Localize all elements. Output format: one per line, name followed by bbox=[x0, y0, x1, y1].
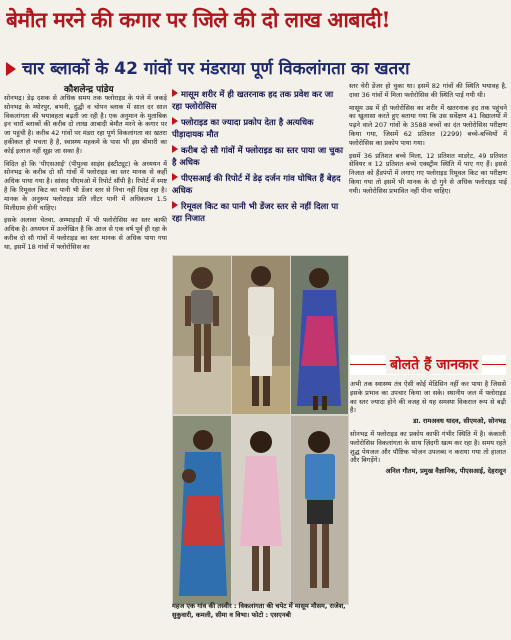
quote-author: अनिल गौतम, प्रमुख वैज्ञानिक, पीएसआई, देहरादून bbox=[385, 467, 506, 476]
left-column bbox=[4, 94, 167, 637]
bullet-icon bbox=[172, 173, 178, 181]
left-para-2: विदित हो कि 'पीएसआई' (पीपुल्स साइंस इंस्टीट्यूट) के अध्ययन में सोनभद्र के करीब दो सौ गांवों में फ्लोराइड का स्तर मानक से कहीं अधिक पाया गया है। सांसद पीएमओ में रिपोर्ट सौंपी है। रिपोर्ट में स्पष्ट है कि रिमूवल किट का पानी भी डेंजर स्तर से निचा नहीं दिख रहा है। मानक के अनुरूप फ्लोराइड प्रति लीटर पानी में अधिकतम 1.5 मिलीग्राम होनी चाहिए। bbox=[4, 159, 167, 212]
right-column bbox=[349, 82, 507, 340]
subheadline-text: चार ब्लाकों के 42 गांवों पर मंडराया पूर्ण विकलांगता का खतरा bbox=[22, 59, 410, 79]
highlight-item: रिमूवल किट का पानी भी डेंजर स्तर से नहीं दिला पा रहा निजात bbox=[172, 201, 339, 223]
quote-author: डा. रामअवध यादव, सीएमओ, सोनभद्र bbox=[413, 417, 506, 426]
photo-boy bbox=[290, 415, 349, 605]
right-para-1: स्तर चेरी डेंजर हो चुका था। इसमें 82 गांवों की स्थिति भयावह है, दावा 36 गांवों में मिला फ्लोरोसिस की स्थिति पाई गयी थी। bbox=[349, 82, 507, 99]
girl-photo-figure bbox=[232, 416, 290, 604]
arrow-icon bbox=[6, 62, 16, 76]
left-para-3: इसके अलावा चेतवा, अम्भाड़ाड़ी में भी फ्लोरोसिस का स्तर काफी अधिक है। अध्ययन में उल्लेखित है कि आज से एक वर्ष पूर्व ही रहा के करीब दो सौ गांवों में फ्लोराइड का स्तर मानक से अधिक पाया गया था, इसमें 18 गांवों में फ्लोरोसिस का bbox=[4, 216, 167, 251]
experts-section-title: बोलते हैं जानकार bbox=[386, 355, 482, 374]
quote-text: सोनभद्र में फ्लोराइड का प्रकोप काफी गंभीर स्थिति में है। कंकाली फ्लोरोसिस विकलांगता के साथ ज़िंदगी खत्म कर रहा है। समय रहते शुद्ध पेयजल और पौष्टिक भोजन उपलब्ध न कराया गया तो हालात और बिगड़ेंगे। bbox=[350, 429, 506, 465]
highlight-item: करीब दो सौ गांवों में फ्लोराइड का स्तर पाया जा चुका है अधिक bbox=[172, 145, 344, 167]
bullet-icon bbox=[172, 117, 178, 125]
man-photo-figure bbox=[232, 256, 290, 414]
left-para-1: सोनभद्र। डेढ़ दशक से अधिक समय तक फ्लोराइड के पंजे में जकड़े सोनभद्र के म्योरपुर, बभनी, दुद्धी व चोपन ब्लाक में साल दर साल विकलांगता की भयावहता बढ़ती जा रही है। एक अनुमान के मुताबिक इन चारों ब्लाकों की करीब दो लाख आबादी बेमौत मरने के कगार पर जा पहुंची है। करीब 42 गांवों पर मंडरा रहा पूर्ण विकलांगता का खतरा हकीकत हो मचता है है, स्वास्थ्य महकमे के पास भी इस बीमारी का कोई इलाज नहीं सूझ जा सका है। bbox=[4, 94, 167, 155]
photo-caption: महज एक गांव की तस्वीर : विकलांगता की चपेट में मासूम मौसम, राजेश, सुकुवारी, कमली, सीमा व विभा। फोटो : एसएनबी bbox=[172, 602, 346, 619]
highlight-item: मासूम शरीर में ही खतरनाक हद तक प्रवेश कर जा रहा फ्लोरोसिस bbox=[172, 89, 334, 111]
right-para-2: मासूम उम्र में ही फ्लोरोसिस का शरीर में खतरनाक हद तक पहुंचने का खुलासा करते हुए बताया गया कि उस सर्वेक्षण 41 विद्यालयों में पढ़ने वाले 207 गांवों के 3588 बच्चों का दंत फ्लोरोसिस परीक्षण किया गया, जिसमें 62 प्रतिशत (2299) बच्चे-बच्चियों में फ्लोरोसिस का प्रकोप पाया गया। bbox=[349, 103, 507, 147]
boy-photo-figure bbox=[291, 416, 348, 604]
experts-section-header bbox=[350, 355, 506, 375]
highlights-box bbox=[172, 88, 344, 254]
highlight-item: फ्लोराइड का ज्यादा प्रकोप देता है अत्यधिक पीड़ादायक मौत bbox=[172, 117, 314, 139]
child-photo-figure bbox=[173, 256, 231, 414]
experts-quotes bbox=[350, 380, 506, 636]
woman-photo-figure bbox=[291, 256, 348, 414]
photo-adult-man bbox=[231, 255, 291, 415]
highlight-item: पीएसआई की रिपोर्ट में डेढ़ दर्जन गांव घोषित हैं बेहद अधिक bbox=[172, 173, 341, 195]
headline: बेमौत मरने की कगार पर जिले की दो लाख आबादी! bbox=[6, 7, 391, 32]
byline: कौशलेन्द्र पांडेय bbox=[64, 85, 114, 95]
woman-child-photo-figure bbox=[173, 416, 231, 604]
quote-text: अभी तक स्वास्थ्य तंत्र ऐसी कोई मेडिसिन नहीं कर पाया है जिससे इसके प्रभाव का उपचार किया जा सके। स्थानीय जल में फ्लोराइड का स्तर ज्यादा होने की वजह से यह समस्या विकराल रूप से बढ़ी है। bbox=[350, 380, 506, 415]
photo-child-1 bbox=[172, 255, 232, 415]
photo-girl bbox=[231, 415, 291, 605]
photo-collage bbox=[172, 255, 347, 603]
bullet-icon bbox=[172, 89, 178, 97]
bullet-icon bbox=[172, 145, 178, 153]
bullet-icon bbox=[172, 201, 178, 209]
photo-woman bbox=[290, 255, 349, 415]
photo-woman-with-child bbox=[172, 415, 232, 605]
subheadline bbox=[6, 56, 506, 79]
right-para-3: इसमें 36 प्रतिशत बच्चे मिला, 12 प्रतिशत माडरेट, 49 प्रतिशत सेवियर व 12 प्रतिशत बच्चे एक्स्ट्रीम स्थिति में पाए गए हैं। इससे निजात को हैंडपंपों में लगाए गए फ्लोराइड रिमूवल किट का परीक्षण किया गया तो इसमें भी मानक के दो गुने से अधिक फ्लोराइड पाई गयी। फ्लोरोसिस प्रभावित नहीं पीना चाहिए। bbox=[349, 151, 507, 195]
